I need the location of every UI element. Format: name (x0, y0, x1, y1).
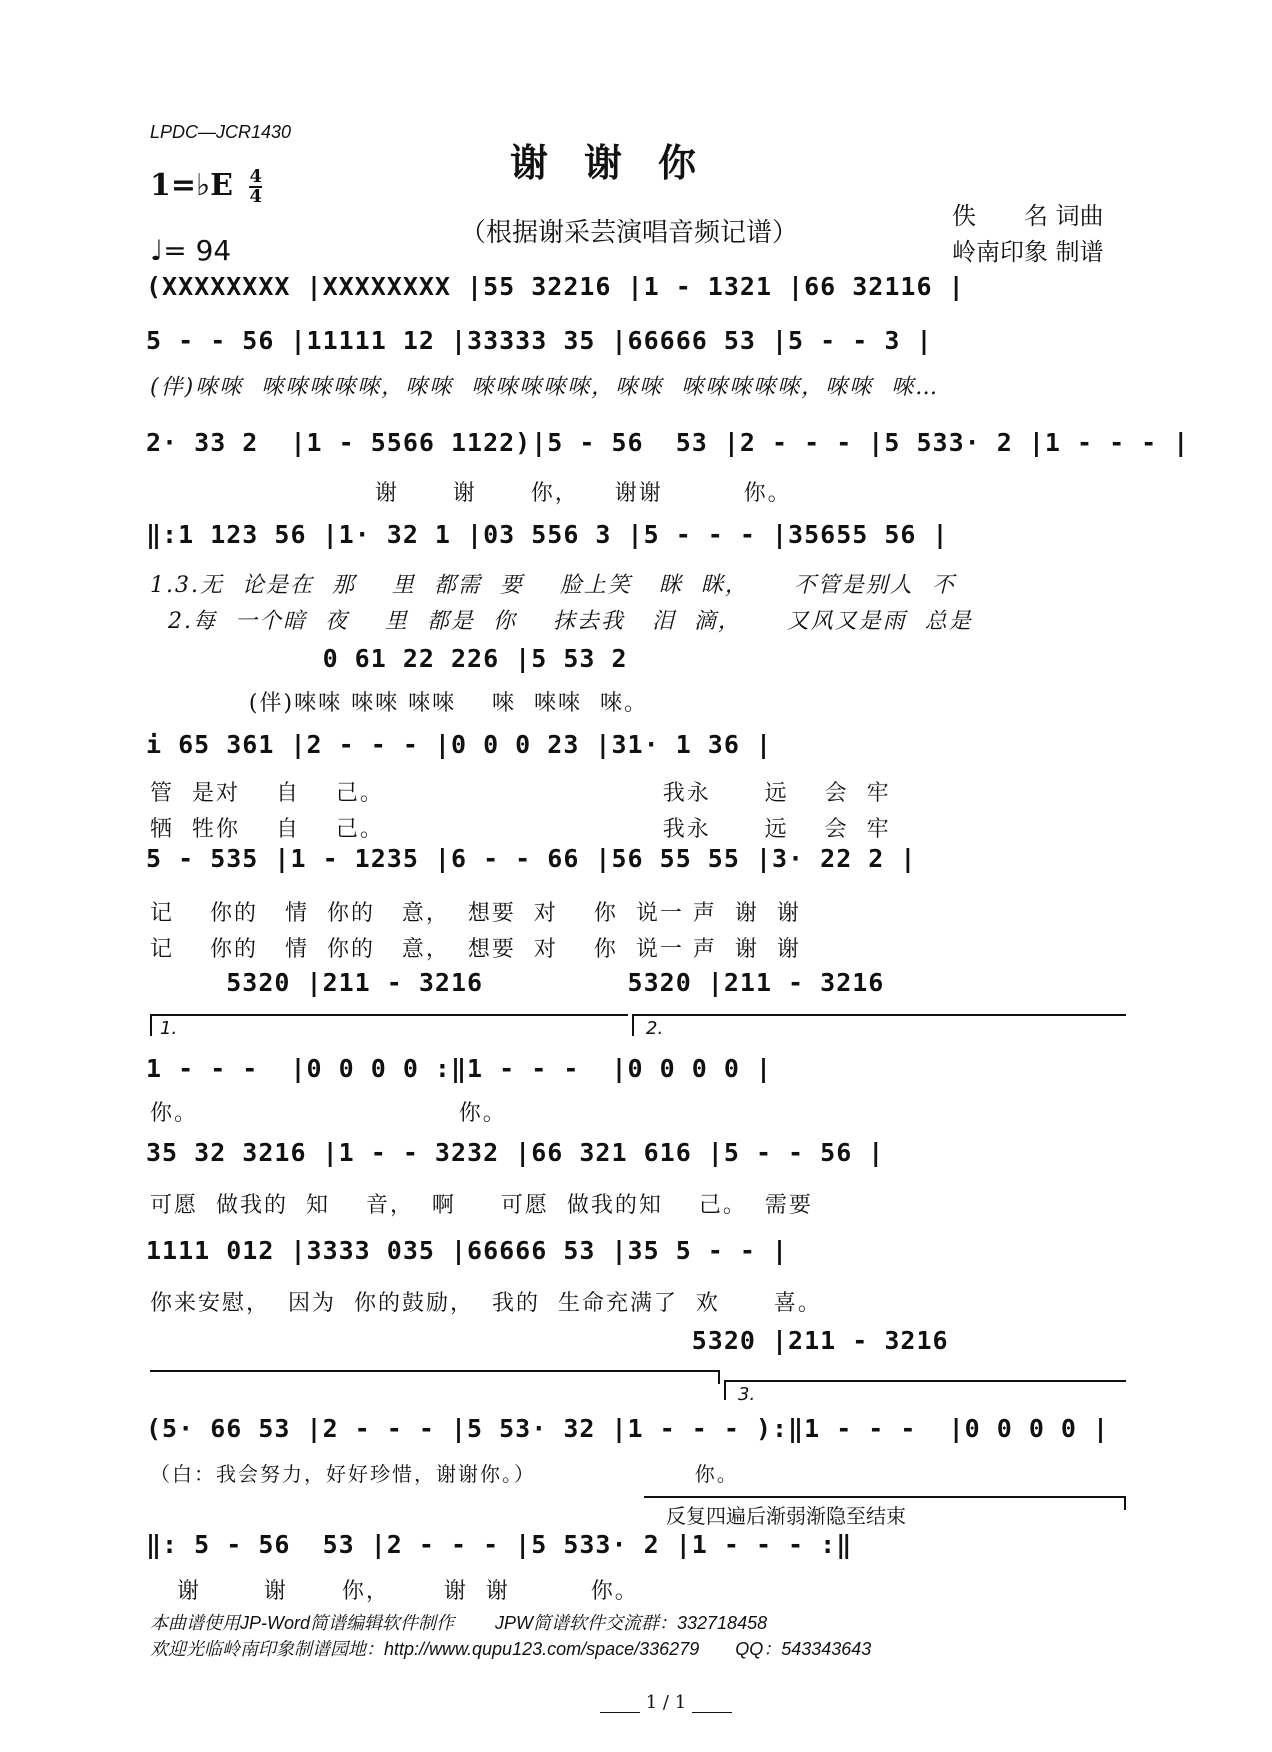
volta-bracket-3 (724, 1380, 1126, 1382)
lyric-line-final: 谢 谢 你， 谢 谢 你。 (150, 1579, 639, 1604)
key-label: 1=♭E (150, 168, 234, 203)
notation-row-12: 5320 |211 - 3216 (146, 1326, 949, 1355)
lyric-line-verse-3: 管 是对 自 己。 我永 远 会 牢 (150, 781, 891, 806)
notation-row-11: 1111 012 |3333 035 |66666 53 |35 5 - - | (146, 1236, 789, 1265)
time-signature-bottom: 4 (249, 186, 263, 207)
volta-bracket-3-tick (724, 1380, 726, 1400)
page-number-line-right (692, 1712, 732, 1713)
lyric-line-ending: 你。 你。 (150, 1101, 507, 1126)
lyric-line-verse-2: 2.每 一个暗 夜 里 都是 你 抹去我 泪 滴， 又风又是雨 总是 (150, 609, 973, 634)
footer-line-1: 本曲谱使用JP-Word简谱编辑软件制作 JPW简谱软件交流群：332718458 (150, 1613, 768, 1633)
footer-credits (150, 1610, 871, 1662)
notation-row-10: 35 32 3216 |1 - - 3232 |66 321 616 |5 - - 56 | (146, 1138, 885, 1167)
credits (952, 198, 1104, 270)
key-signature (150, 168, 262, 206)
notation-row-14: ‖: 5 - 56 53 |2 - - - |5 533· 2 |1 - - - :‖ (146, 1530, 853, 1559)
notation-row-6: i 65 361 |2 - - - |0 0 0 23 |31· 1 36 | (146, 730, 772, 759)
instruction-bracket (644, 1496, 1126, 1498)
notation-row-5: 0 61 22 226 |5 53 2 (146, 644, 628, 673)
volta-label-1: 1. (160, 1018, 178, 1039)
volta-bracket-1 (150, 1014, 628, 1016)
lyric-line-verse-4: 牺 牲你 自 己。 我永 远 会 牢 (150, 817, 891, 842)
instruction-bracket-tick (1124, 1496, 1126, 1510)
tempo-marking: ♩= 94 (150, 234, 232, 267)
volta-bracket-2-tick (632, 1014, 634, 1036)
lyric-line-accompaniment-2: (伴)唻唻 唻唻 唻唻 唻 唻唻 唻。 (150, 691, 649, 716)
volta-label-2: 2. (646, 1018, 664, 1039)
lyric-line-chorus-1: 可愿 做我的 知 音， 啊 可愿 做我的知 己。 需要 (150, 1193, 813, 1218)
time-signature-top: 4 (249, 166, 263, 187)
page-number (600, 1692, 732, 1713)
notation-row-13: (5· 66 53 |2 - - - |5 53· 32 |1 - - - ):‖1 - - - |0 0 0 0 | (146, 1414, 1110, 1443)
lyric-line-chorus-2: 你来安慰， 因为 你的鼓励， 我的 生命充满了 欢 喜。 (150, 1291, 822, 1316)
notation-row-4: ‖:1 123 56 |1· 32 1 |03 556 3 |5 - - - |35655 56 | (146, 520, 949, 549)
notation-row-2: 5 - - 56 |11111 12 |33333 35 |66666 53 |5 - - 3 | (146, 326, 933, 355)
score-code: LPDC—JCR1430 (150, 122, 292, 142)
page-number-text: 1 / 1 (645, 1692, 687, 1713)
subtitle: （根据谢采芸演唱音频记谱） (460, 218, 799, 248)
lyric-line-spoken: （白：我会努力，好好珍惜，谢谢你。） 你。 (150, 1464, 739, 1486)
bracket-line-outro (150, 1370, 720, 1372)
composer-credit: 佚 名 词曲 (952, 202, 1104, 230)
page-number-line-left (600, 1712, 640, 1713)
arranger-credit: 岭南印象 制谱 (952, 238, 1104, 266)
footer-line-2: 欢迎光临岭南印象制谱园地：http://www.qupu123.com/space/336279 QQ：543343643 (150, 1639, 872, 1659)
repeat-instruction: 反复四遍后渐弱渐隐至结束 (666, 1504, 906, 1528)
notation-row-1: (XXXXXXXX |XXXXXXXX |55 32216 |1 - 1321 |66 32116 | (146, 272, 965, 301)
page-title: 谢谢你 (510, 140, 733, 185)
notation-row-9: 1 - - - |0 0 0 0 :‖1 - - - |0 0 0 0 | (146, 1054, 772, 1083)
lyric-line-verse-1: 1.3.无 论是在 那 里 都需 要 脸上笑 眯 眯， 不管是别人 不 (150, 573, 956, 598)
notation-row-7: 5 - 535 |1 - 1235 |6 - - 66 |56 55 55 |3· 22 2 | (146, 844, 917, 873)
notation-row-3: 2· 33 2 |1 - 5566 1122)|5 - 56 53 |2 - - - |5 533· 2 |1 - - - | (146, 428, 1190, 457)
volta-label-3: 3. (738, 1384, 756, 1405)
volta-bracket-1-tick (150, 1014, 152, 1036)
lyric-line-verse-5: 记 你的 情 你的 意， 想要 对 你 说一 声 谢 谢 (150, 901, 801, 926)
bracket-line-outro-tick (718, 1370, 720, 1384)
notation-row-8: 5320 |211 - 3216 5320 |211 - 3216 (146, 968, 885, 997)
time-signature (249, 168, 262, 206)
volta-bracket-2 (632, 1014, 1126, 1016)
lyric-line-accompaniment: (伴)唻唻 唻唻唻唻唻，唻唻 唻唻唻唻唻，唻唻 唻唻唻唻唻，唻唻 唻… (150, 375, 940, 400)
lyric-line-verse-6: 记 你的 情 你的 意， 想要 对 你 说一 声 谢 谢 (150, 937, 801, 962)
lyric-line-intro: 谢 谢 你， 谢谢 你。 (150, 481, 792, 506)
